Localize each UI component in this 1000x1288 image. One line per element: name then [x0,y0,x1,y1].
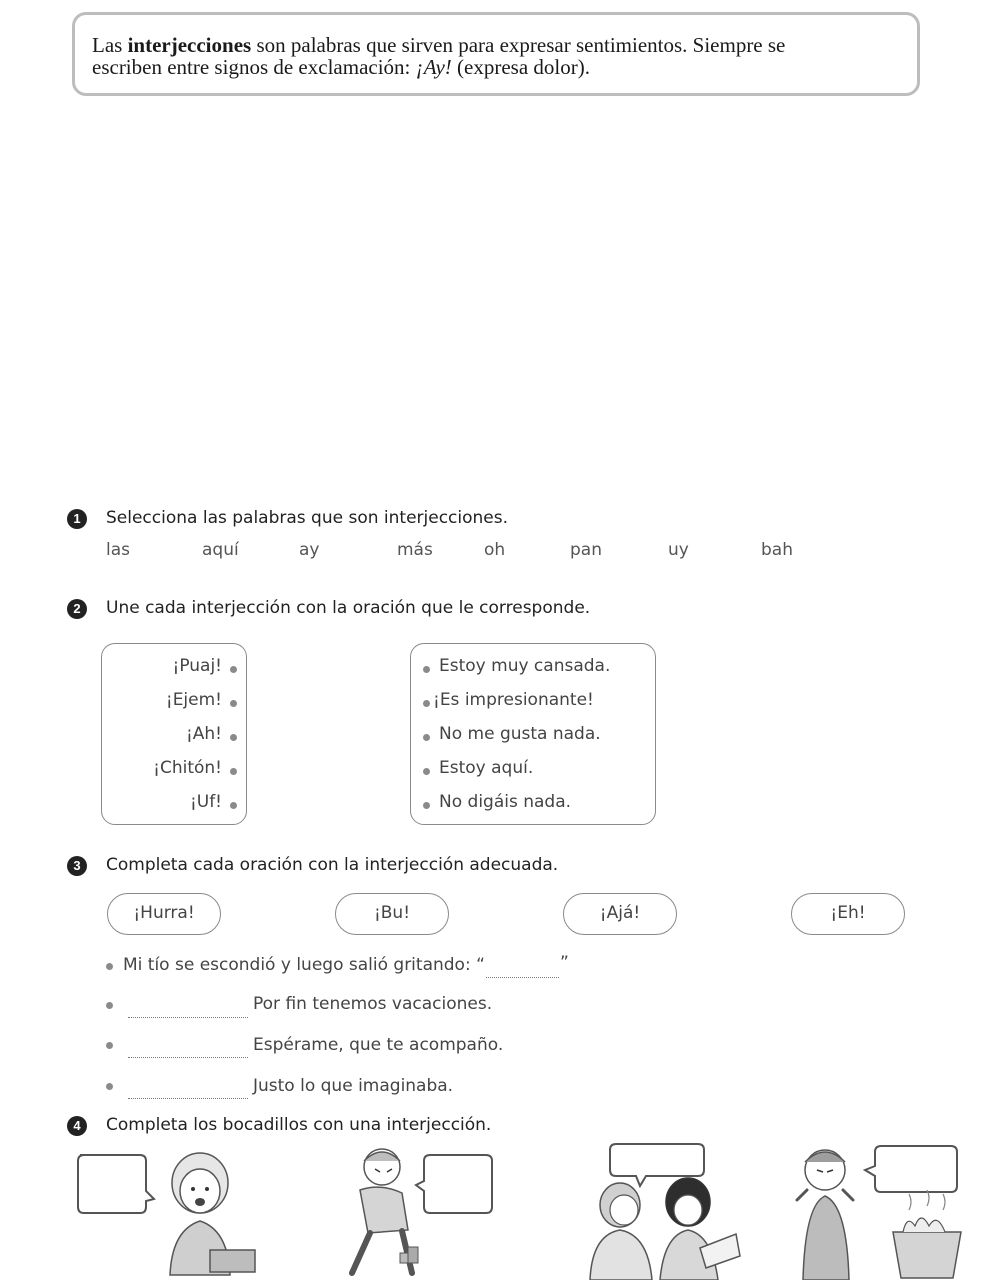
exercise-4-heading: Completa los bocadillos con una interjección. [106,1115,492,1135]
sentence-item: ¡Es impresionante! [433,690,594,710]
connect-dot[interactable] [230,700,237,707]
interjection-item: ¡Chitón! [153,758,222,778]
word-option[interactable]: ay [299,540,320,560]
exercise-2-heading: Une cada interjección con la oración que le corresponde. [106,598,591,618]
connect-dot[interactable] [423,700,430,707]
sentence-1-text: Mi tío se escondió y luego salió gritando: “ [123,955,485,975]
interjection-item: ¡Ejem! [165,690,222,710]
sentence-item: Estoy aquí. [439,758,534,778]
connect-dot[interactable] [423,666,430,673]
word-option[interactable]: más [397,540,433,560]
intro-text: Las interjecciones son palabras que sirven para expresar sentimientos. Siempre se escriben entre signos de exclamación: ¡Ay! (expresa dolor). [92,33,786,79]
exercise-number-1: 1 [67,509,87,529]
word-option[interactable]: pan [570,540,602,560]
word-option[interactable]: bah [761,540,793,560]
bullet [106,1002,113,1009]
connect-dot[interactable] [230,802,237,809]
boy-hurt-knee-illustration [320,1145,500,1280]
interjection-option[interactable]: ¡Hurra! [107,893,221,935]
answer-blank[interactable] [128,1098,248,1099]
interjection-item: ¡Ah! [185,724,222,744]
sentence-text: Espérame, que te acompaño. [253,1035,504,1055]
two-girls-reading-illustration [560,1140,760,1280]
bullet [106,1083,113,1090]
intro-bold-term: interjecciones [127,33,252,57]
connect-dot[interactable] [230,734,237,741]
exercise-number-3: 3 [67,856,87,876]
sentence-item: No me gusta nada. [439,724,601,744]
exercise-3-heading: Completa cada oración con la interjección adecuada. [106,855,559,875]
interjection-option[interactable]: ¡Ajá! [563,893,677,935]
speech-bubble[interactable] [865,1146,957,1192]
bullet [106,963,113,970]
word-option[interactable]: oh [484,540,506,560]
sentence-text: Por fin tenemos vacaciones. [253,994,493,1014]
bullet [106,1042,113,1049]
exercise-number-4: 4 [67,1116,87,1136]
connect-dot[interactable] [230,666,237,673]
connect-dot[interactable] [230,768,237,775]
speech-bubble[interactable] [416,1155,492,1213]
connect-dot[interactable] [423,802,430,809]
word-option[interactable]: las [106,540,130,560]
interjection-item: ¡Uf! [189,792,222,812]
interjection-option[interactable]: ¡Eh! [791,893,905,935]
girl-with-box-illustration [70,1145,260,1280]
intro-example: ¡Ay! [415,55,452,79]
connect-dot[interactable] [423,768,430,775]
connect-dot[interactable] [423,734,430,741]
answer-blank[interactable] [128,1017,248,1018]
sentence-1-close-quote: ” [560,953,569,973]
interjection-item: ¡Puaj! [172,656,222,676]
interjections-box [101,643,247,825]
sentence-item: Estoy muy cansada. [439,656,611,676]
word-option[interactable]: uy [668,540,689,560]
speech-bubble[interactable] [78,1155,154,1213]
sentences-box [410,643,656,825]
word-option[interactable]: aquí [202,540,239,560]
boy-disgusted-trash-illustration [785,1140,975,1280]
exercise-number-2: 2 [67,599,87,619]
exercise-1-heading: Selecciona las palabras que son interjecciones. [106,508,509,528]
sentence-text: Justo lo que imaginaba. [253,1076,454,1096]
sentence-item: No digáis nada. [439,792,572,812]
answer-blank[interactable] [128,1057,248,1058]
interjection-option[interactable]: ¡Bu! [335,893,449,935]
answer-blank[interactable] [486,977,559,978]
